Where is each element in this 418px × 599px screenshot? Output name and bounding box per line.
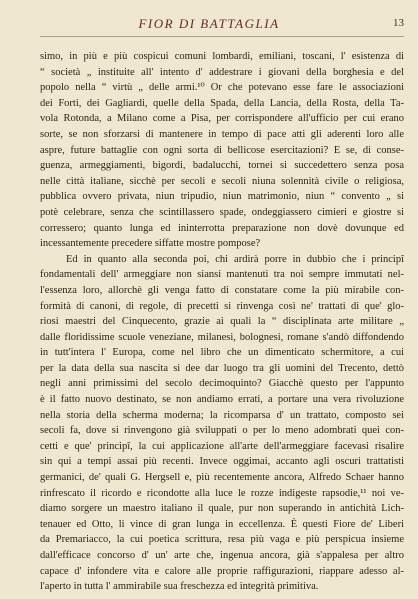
text-line: fondamentali dell' armeggiare non siansi mantenuti tra noi sempre immutati nel- (40, 269, 404, 281)
text-line: negli anni primissimi del secolo decimoquinto? Giacchè questo per l'appunto (40, 378, 404, 390)
page-number: 13 (393, 17, 404, 29)
text-line: formità di canoni, di regole, di precetti si rinvenga così ne' trattati di que' glo- (40, 300, 404, 312)
text-line: germanici, de' quali G. Hergsell e, più recentemente ancora, Alfredo Schaer hanno (40, 472, 404, 484)
text-line: “ società „ instituite all' intento d' addestrare i giovani della borghesia e del (40, 66, 404, 78)
text-line: l'aperto in tutta l' ammirabile sua freschezza ed integrità primitiva. (40, 581, 319, 593)
text-line: incessantemente precedere siffatte mostre pompose? (40, 238, 261, 250)
text-line: capace d' infondere vita e calore alle proprie raffigurazioni, riappare adesso al- (40, 565, 404, 577)
text-line: è il fatto nuovo destinato, se non andiamo errati, a portare una vera rivoluzione (40, 394, 404, 406)
text-line: Ed in quanto alla seconda poi, chi ardirà porre in dubbio che i principî (66, 253, 404, 265)
text-line: in tutt'intera l' Europa, come nel libro che un dimenticato schermitore, a cui (40, 347, 404, 359)
text-line: corressero; quanto lunga ed ininterrotta preparazione non dovè dovunque ed (40, 222, 404, 234)
text-line: dalle floridissime scuole veneziane, milanesi, bolognesi, romane s'andò diffondendo (40, 331, 404, 343)
text-line: sorte, se non sforzarsi di mantenere in tempo di pace atti gli aderenti loro alle (40, 128, 404, 140)
text-line: sin qui a tempi assai più recenti. Invece oggimai, accanto agli oscuri trattatisti (40, 456, 404, 468)
header-rule (40, 36, 404, 37)
text-line: dall'efficace concorso d' un' arte che, ingenua ancora, già s'appalesa per altro (40, 550, 404, 561)
text-line: potè celebrare, senza che scintillassero spade, ondeggiassero cimieri e giostre si (40, 206, 404, 218)
body-text (40, 49, 404, 595)
text-line: dei Forti, dei Gagliardi, quelle della Spada, della Lancia, della Rosta, della Ta- (40, 97, 404, 109)
text-line: aspre, future battaglie con ogni sorta di bellicose esercitazioni? E se, di conse- (40, 144, 404, 156)
text-line: popolo nella “ virtù „ delle armi.¹⁰ Or che potevano esse fare le associazioni (40, 82, 404, 94)
text-line: cetti e que' principî, la cui applicazione all'arte dell'armeggiare facevasi risalire (40, 440, 404, 452)
text-line: pubblica ovvero privata, niun tripudio, niun matrimonio, niun “ convento „ si (40, 191, 404, 203)
text-line: diamo sorgere un maestro italiano il quale, pur non superando in antichità Lich- (40, 503, 404, 515)
text-line: secoli fa, dove si rinvengono già sviluppati o per lo meno adombrati quei con- (40, 425, 404, 437)
text-line: rinfrescato il ricordo e ricondotte alla luce le rozze indigeste rapsodie,¹¹ noi ve- (40, 487, 404, 499)
text-line: nella storia della scherma moderna; la ricomparsa d' un trattato, composto sei (40, 409, 404, 421)
text-line: guenza, armeggiamenti, bigordi, badalucchi, tornei si succedettero senza posa (40, 160, 404, 172)
running-header-title: FIOR DI BATTAGLIA (138, 16, 280, 31)
text-line: nelle città italiane, sicchè per secoli e secoli niuna solennità civile o religiosa, (40, 175, 404, 187)
text-line: per la data della sua nascita si dee dar luogo tra gli uomini del Trecento, dettò (40, 362, 404, 374)
text-line: l'essenza loro, allorchè gli venga fatto di constatare come la più mirabile con- (40, 284, 404, 296)
text-line: simo, in più e più cospicui comuni lombardi, emiliani, toscani, l' esistenza di (40, 51, 404, 62)
text-line: vola Rotonda, a Milano come a Pisa, per corrispondere all'ufficio per cui erano (40, 113, 404, 125)
text-line: tenauer ed Otto, li vince di gran lunga in eccellenza. È questi Fiore de' Liberi (40, 518, 404, 530)
text-line: riosi maestri del Cinquecento, grazie ai quali la “ disciplinata arte militare „ (40, 316, 404, 328)
text-line: da Premariacco, la cui poetica scrittura, resa più vaga e più perspicua insieme (40, 534, 404, 546)
